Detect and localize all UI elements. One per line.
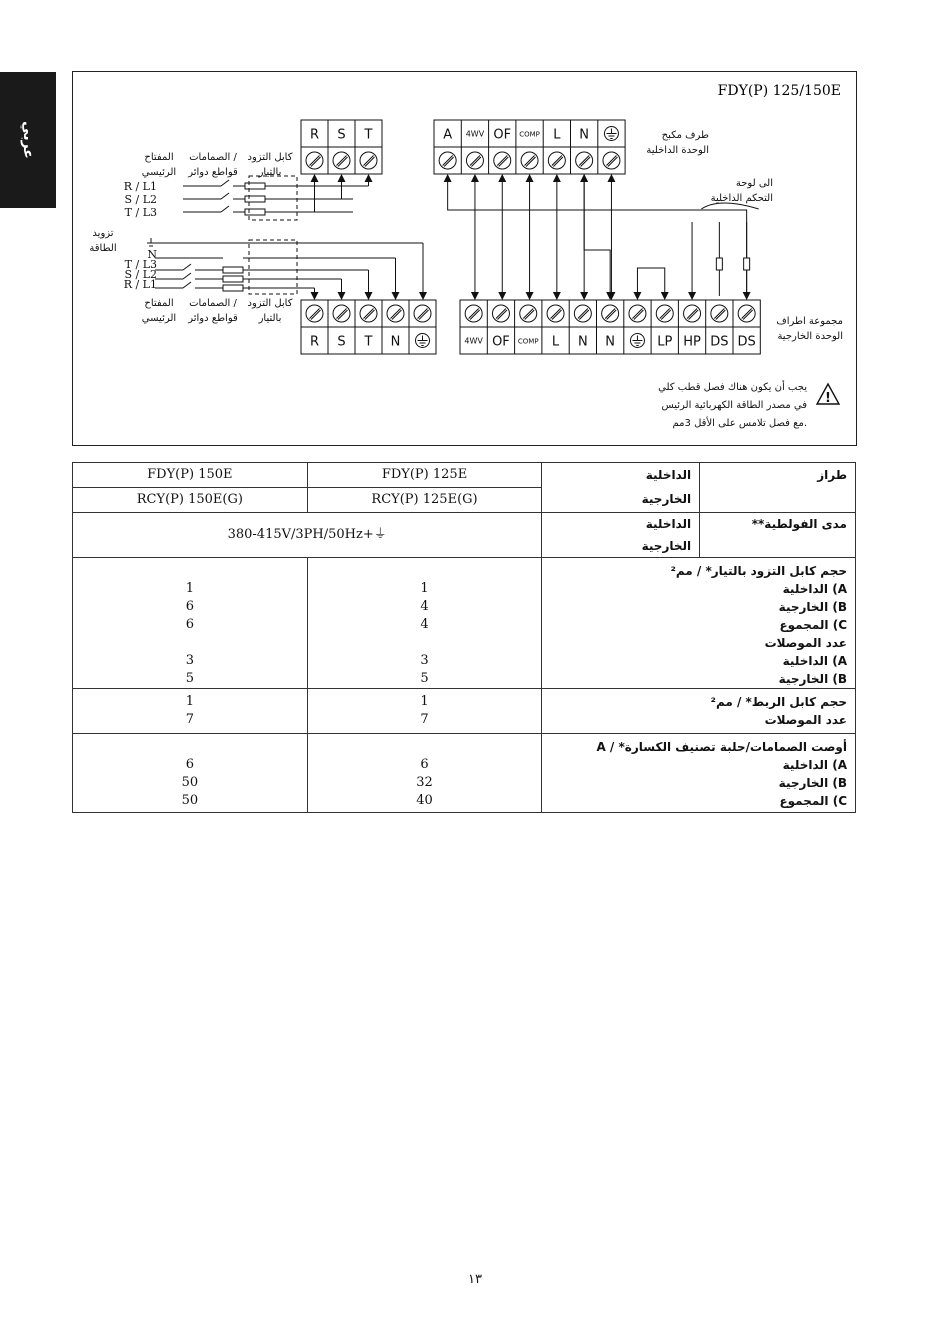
fuse-value: 40 xyxy=(416,793,433,808)
fuses-label-bottom: قواطع دوائر xyxy=(188,313,238,324)
terminal-label: COMP xyxy=(517,337,539,346)
voltage-label: مدى الفولطية** xyxy=(700,513,856,558)
fuses-col1 xyxy=(73,734,308,813)
interconnect-row xyxy=(73,689,856,734)
fuse xyxy=(223,276,243,282)
wiring-diagram-svg xyxy=(73,72,856,445)
fuse-label: أوصت الصمامات/حلبة تصنيف الكسارة* / A xyxy=(596,740,847,754)
model-col2-outdoor: RCY(P) 125E(G) xyxy=(307,488,542,513)
terminal-label: 4WV xyxy=(465,129,485,139)
voltage-row xyxy=(73,513,856,558)
supply-cable-label: كابل التزود xyxy=(247,152,293,163)
fuses-label-bottom: الصمامات / xyxy=(189,298,237,309)
supply-cable-labels xyxy=(542,558,856,689)
fuse-value: 50 xyxy=(181,793,199,808)
wire xyxy=(221,180,229,186)
power-supply-label: تزويد xyxy=(92,228,114,239)
indoor-terminal-block xyxy=(434,120,625,174)
supply-cable-value xyxy=(73,562,307,580)
interconnect-value: 7 xyxy=(185,712,194,727)
main-switch-label-bottom: المفتاح xyxy=(144,298,174,309)
spec-table xyxy=(72,462,856,813)
fuse-label: A) الداخلية xyxy=(782,758,847,772)
warning-text: يجب أن يكون هناك فصل قطب كلي xyxy=(658,382,807,393)
supply-cable-label-bottom: كابل التزود xyxy=(247,298,293,309)
fuse xyxy=(245,196,265,202)
terminal-label: T xyxy=(364,334,373,350)
fuse xyxy=(223,267,243,273)
main-switch-label-bottom: الرئيسي xyxy=(141,313,177,324)
terminal-label: R xyxy=(309,127,320,143)
supply-cable-col1 xyxy=(73,558,308,689)
fuse-label: C) المجموع xyxy=(779,794,847,808)
wire xyxy=(183,273,191,279)
outdoor-terminal-block xyxy=(460,300,760,354)
interconnect-value: 1 xyxy=(420,694,429,709)
supply-cable-label: B) الخارجية xyxy=(778,600,847,614)
interconnect-label: عدد الموصلات xyxy=(764,713,847,727)
terminal-label: N xyxy=(390,334,401,350)
supply-cable-label: C) المجموع xyxy=(779,618,847,632)
fuse-value xyxy=(73,738,307,756)
terminal-label: N xyxy=(579,127,590,143)
supply-cable-label: بالتيار xyxy=(258,167,282,178)
wiring-diagram xyxy=(72,71,857,446)
terminal-label: T xyxy=(364,127,373,143)
fuse xyxy=(223,285,243,291)
phase-label: R / L1 xyxy=(123,278,157,291)
interconnect-col1 xyxy=(73,689,308,734)
terminal-label: N xyxy=(605,334,616,350)
power-terminal-top xyxy=(301,120,382,174)
terminal-label: L xyxy=(551,334,560,350)
supply-cable-value: 1 xyxy=(420,581,429,596)
fuse-value xyxy=(308,738,542,756)
supply-cable-label: حجم كابل التزود بالتيار* / مم² xyxy=(670,564,847,578)
indoor-terminal-label: الوحدة الداخلية xyxy=(646,145,709,156)
supply-cable-value xyxy=(73,634,307,652)
terminal-label: N xyxy=(577,334,588,350)
model-title: FDY(P) 125/150E xyxy=(717,83,841,99)
power-terminal-bottom xyxy=(301,300,436,354)
model-row xyxy=(73,463,856,488)
phase-label: N xyxy=(147,248,157,261)
model-col2-indoor: FDY(P) 125E xyxy=(307,463,542,488)
supply-cable-label-bottom: بالتيار xyxy=(258,313,282,324)
fuse-value: 32 xyxy=(416,775,433,790)
fuse xyxy=(245,183,265,189)
language-tab-label: عربي xyxy=(19,121,36,159)
supply-cable-col2 xyxy=(307,558,542,689)
supply-cable-value xyxy=(308,634,542,652)
supply-cable-row xyxy=(73,558,856,689)
fuses-label: الصمامات / xyxy=(189,152,237,163)
fuse-value: 6 xyxy=(185,757,194,772)
fuse-value: 6 xyxy=(420,757,429,772)
model-col1-indoor: FDY(P) 150E xyxy=(73,463,308,488)
outdoor-terminals-label: الوحدة الخارجية xyxy=(777,331,843,342)
wire xyxy=(221,193,229,199)
supply-cable-label: A) الداخلية xyxy=(782,654,847,668)
terminal-label: A xyxy=(443,127,453,143)
fuses-row xyxy=(73,734,856,813)
cable-dashed xyxy=(249,240,297,294)
wire-a xyxy=(448,178,747,296)
terminal-label: OF xyxy=(493,127,512,143)
terminal-label: HP xyxy=(683,334,701,350)
fuses-labels xyxy=(542,734,856,813)
terminal-label: DS xyxy=(737,334,756,350)
main-switch-label: الرئيسي xyxy=(141,167,177,178)
phase-label: S / L2 xyxy=(124,193,157,206)
wires xyxy=(147,176,759,296)
supply-cable-value xyxy=(308,562,542,580)
interconnect-value: 7 xyxy=(420,712,429,727)
wire-lp xyxy=(637,268,664,296)
outdoor-terminals-label: مجموعة اطراف xyxy=(776,316,843,327)
supply-cable-value: 1 xyxy=(185,581,194,596)
wire xyxy=(183,264,191,270)
control-panel-label: الى لوحة xyxy=(735,178,773,189)
interconnect-label: حجم كابل الربط* / مم² xyxy=(710,695,847,709)
terminal-label: LP xyxy=(657,334,673,350)
wire-n xyxy=(584,178,610,296)
fuse xyxy=(245,209,265,215)
terminal-label: L xyxy=(553,127,561,143)
wire xyxy=(183,282,191,288)
terminal-label: 4WV xyxy=(464,336,483,346)
voltage-sub-labels: الداخلية الخارجية xyxy=(542,513,700,558)
terminal-label: OF xyxy=(492,334,510,350)
warning-text: في مصدر الطاقة الكهربائية الرئيس xyxy=(661,400,807,411)
fuse-label: B) الخارجية xyxy=(778,776,847,790)
supply-cable-label: عدد الموصلات xyxy=(764,636,847,650)
supply-cable-label: B) الخارجية xyxy=(778,672,847,686)
svg-text:!: ! xyxy=(825,391,831,406)
sensor-resistor xyxy=(744,258,750,270)
control-panel-label: التحكم الداخلية xyxy=(710,193,773,204)
warning-text: مع فصل تلامس على الأقل 3مم. xyxy=(672,418,807,429)
voltage-value: 380-415V/3PH/50Hz+⏚ xyxy=(73,513,542,558)
terminal-label: COMP xyxy=(519,130,540,139)
supply-cable-value: 3 xyxy=(185,653,194,668)
interconnect-value: 1 xyxy=(185,694,194,709)
supply-cable-value: 6 xyxy=(185,599,194,614)
phase-label: R / L1 xyxy=(123,180,157,193)
phase-label: T / L3 xyxy=(124,258,157,271)
terminal-label: R xyxy=(309,334,320,350)
supply-cable-value: 5 xyxy=(185,671,194,686)
interconnect-col2 xyxy=(307,689,542,734)
supply-cable-value: 5 xyxy=(420,671,429,686)
warning-icon xyxy=(817,384,839,406)
sensor-resistor xyxy=(716,258,722,270)
power-supply-label: الطاقة xyxy=(89,243,117,254)
supply-cable-value: 6 xyxy=(185,617,194,632)
wire xyxy=(221,206,229,212)
indoor-terminal-label: طرف مكبح xyxy=(661,130,709,141)
phase-label: S / L2 xyxy=(124,268,157,281)
main-switch-label: المفتاح xyxy=(144,152,174,163)
fuse-value: 50 xyxy=(181,775,199,790)
terminal-label: S xyxy=(337,334,346,350)
terminal-label: S xyxy=(337,127,346,143)
fuses-col2 xyxy=(307,734,542,813)
phase-label: T / L3 xyxy=(124,206,157,219)
terminal-label: DS xyxy=(710,334,729,350)
page-number: ١٣ xyxy=(468,1272,482,1287)
supply-cable-value: 3 xyxy=(420,653,429,668)
model-label: طراز xyxy=(700,463,856,513)
language-tab xyxy=(0,72,56,208)
supply-cable-value: 4 xyxy=(420,599,429,614)
fuses-label: قواطع دوائر xyxy=(188,167,238,178)
interconnect-labels xyxy=(542,689,856,734)
supply-cable-value: 4 xyxy=(420,617,429,632)
model-col1-outdoor: RCY(P) 150E(G) xyxy=(73,488,308,513)
model-sub-labels: الداخلية الخارجية xyxy=(542,463,700,513)
supply-cable-label: A) الداخلية xyxy=(782,582,847,596)
